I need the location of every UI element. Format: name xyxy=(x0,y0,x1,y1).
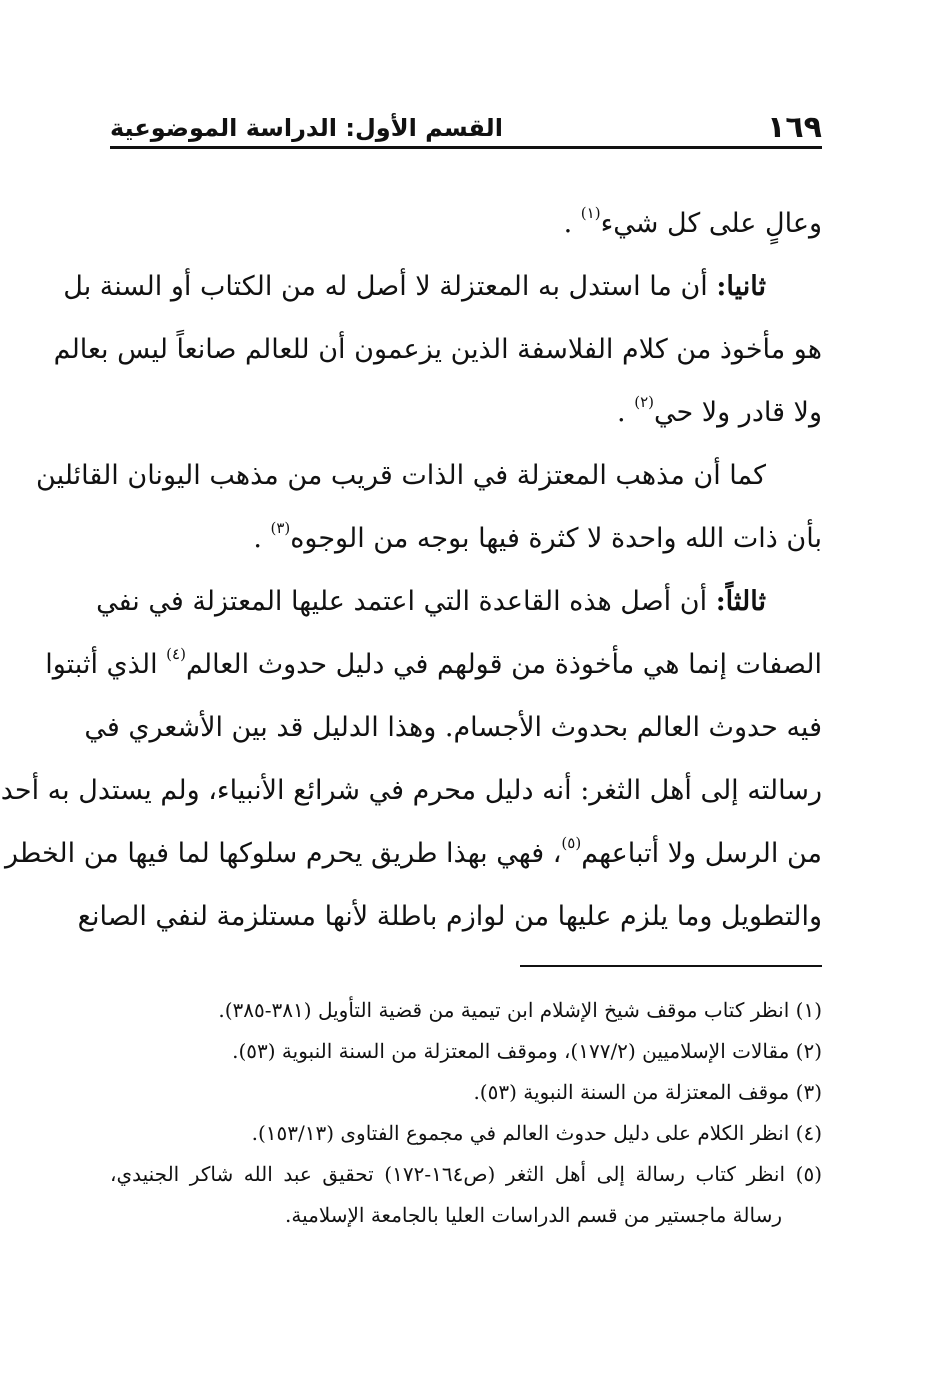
text-line-11: من الرسل ولا أتباعهم$^{(٥)}$، فهي بهذا طريق يحرم سلوكها لما فيها من الخطر xyxy=(4,834,822,869)
text-line-1: وعالٍ على كل شيء$^{(١)}$ . xyxy=(563,204,822,239)
text-line-7: ثالثاً: أن أصل هذه القاعدة التي اعتمد عليها المعتزلة في نفي xyxy=(96,586,766,617)
footnote-3: (٣) موقف المعتزلة من السنة النبوية (٥٣). xyxy=(473,1080,822,1104)
lead-word-thaniyan: ثانيا: xyxy=(716,271,766,302)
text-line-2: ثانيا: أن ما استدل به المعتزلة لا أصل له من الكتاب أو السنة بل xyxy=(63,271,766,302)
text-line-3: هو مأخوذ من كلام الفلاسفة الذين يزعمون أن للعالم صانعاً ليس بعالم xyxy=(53,334,822,365)
footnote-ref-2[interactable]: (٢) xyxy=(634,393,654,411)
footnotes xyxy=(110,990,822,1236)
text-line-5: كما أن مذهب المعتزلة في الذات قريب من مذهب اليونان القائلين xyxy=(36,460,766,491)
text-line-12: والتطويل وما يلزم عليها من لوازم باطلة لأنها مستلزمة لنفي الصانع xyxy=(77,901,822,932)
footnote-ref-5[interactable]: (٥) xyxy=(561,834,582,852)
text-line-4: ولا قادر ولا حي$^{(٢)}$ . xyxy=(617,393,822,428)
footnote-5-continuation: رسالة ماجستير من قسم الدراسات العليا بالجامعة الإسلامية. xyxy=(284,1203,782,1227)
footnote-5: (٥) انظر كتاب رسالة إلى أهل الثغر (ص١٦٤-١٧٢) تحقيق عبد الله شاكر الجنيدي، xyxy=(110,1162,822,1186)
footnote-ref-1[interactable]: (١) xyxy=(580,204,601,222)
footnote-1: (١) انظر كتاب موقف شيخ الإشلام ابن تيمية من قضية التأويل (٣٨١-٣٨٥). xyxy=(218,998,822,1022)
text-line-10: رسالته إلى أهل الثغر: أنه دليل محرم في شرائع الأنبياء، ولم يستدل به أحد xyxy=(0,775,822,806)
text-line-8: الصفات إنما هي مأخوذة من قولهم في دليل حدوث العالم$^{(٤)}$ الذي أثبتوا xyxy=(45,645,822,680)
page-number: ١٦٩ xyxy=(767,110,822,145)
main-text xyxy=(0,192,822,948)
text-line-6: بأن ذات الله واحدة لا كثرة فيها بوجه من الوجوه$^{(٣)}$ . xyxy=(253,519,822,554)
footnote-separator xyxy=(520,965,822,967)
footnote-4: (٤) انظر الكلام على دليل حدوث العالم في مجموع الفتاوى (١٥٣/١٣). xyxy=(251,1121,822,1145)
footnote-ref-4[interactable]: (٤) xyxy=(166,645,186,663)
running-title: القسم الأول: الدراسة الموضوعية xyxy=(110,114,503,142)
footnote-2: (٢) مقالات الإسلاميين (١٧٧/٢)، وموقف المعتزلة من السنة النبوية (٥٣). xyxy=(232,1039,822,1063)
page-header xyxy=(110,100,822,146)
header-rule xyxy=(110,146,822,149)
footnote-ref-3[interactable]: (٣) xyxy=(270,519,291,537)
lead-word-thalithan: ثالثاً: xyxy=(715,586,766,617)
text-line-9: فيه حدوث العالم بحدوث الأجسام. وهذا الدليل قد بين الأشعري في xyxy=(84,712,822,743)
